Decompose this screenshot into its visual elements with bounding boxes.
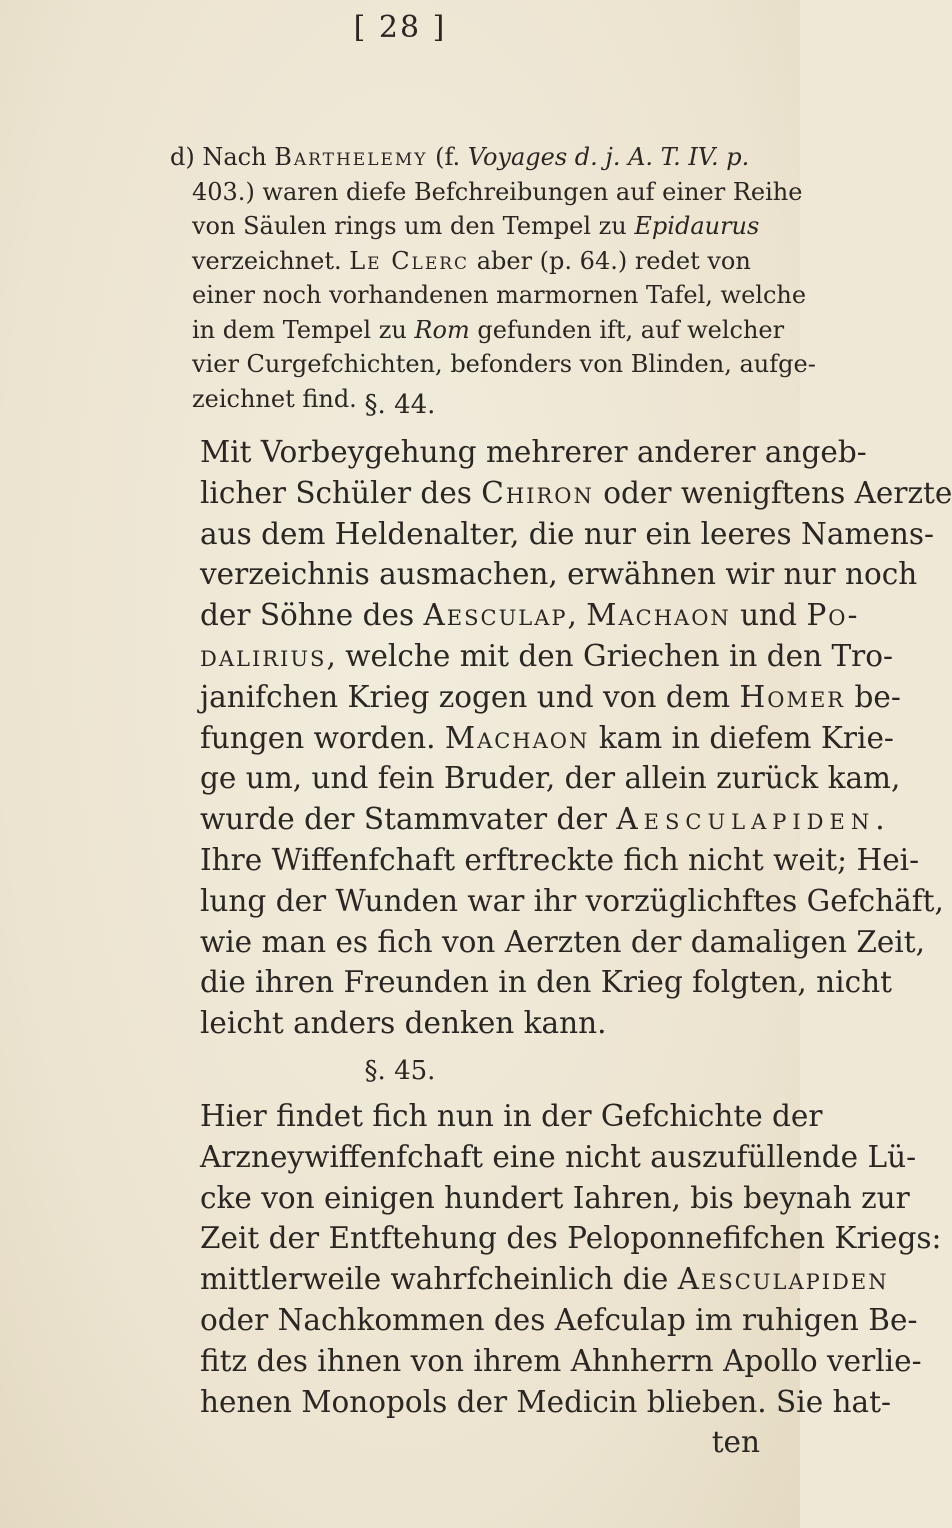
text-run: leicht anders denken kann. <box>200 1006 607 1041</box>
text-run: in dem Tempel zu <box>192 315 415 344</box>
section-44-line <box>200 962 892 1003</box>
text-run: lung der Wunden war ihr vorzüglichftes Gefchäft, <box>200 883 944 918</box>
text-run: verzeichnet. <box>192 246 350 275</box>
name-small-caps: Po- <box>806 598 860 633</box>
text-run: Hier findet fich nun in der Gefchichte der <box>200 1099 823 1133</box>
section-45-line <box>200 1300 918 1341</box>
text-run: . <box>875 802 885 837</box>
section-44-line <box>200 554 918 595</box>
name-small-caps: Chiron <box>481 475 594 510</box>
text-run: be- <box>845 679 901 714</box>
name-small-caps: Homer <box>739 679 846 714</box>
section-44-text <box>200 432 952 1044</box>
section-45-text <box>200 1096 942 1463</box>
text-run: , <box>567 598 587 633</box>
section-44-line <box>200 758 901 799</box>
text-run: Zeit der Entftehung des Peloponnefifchen Kriegs: <box>200 1221 942 1256</box>
section-45-line <box>200 1096 823 1137</box>
page-number: [ 28 ] <box>353 10 447 45</box>
section-44-line <box>200 473 952 514</box>
section-45-line <box>200 1259 889 1300</box>
text-run: verzeichnis ausmachen, erwähnen wir nur noch <box>200 557 918 592</box>
catchword: ten <box>711 1425 760 1460</box>
text-run: fungen worden. <box>200 720 445 755</box>
text-run: ge um, und fein Bruder, der allein zurück kam, <box>200 761 901 796</box>
text-run: der Söhne des <box>200 598 424 633</box>
text-run: cke von einigen hundert Iahren, bis beynah zur <box>200 1180 910 1215</box>
section-44-line <box>200 677 901 718</box>
footnote-line <box>170 209 760 244</box>
name-small-caps: dalirius <box>200 638 327 673</box>
footnote-line <box>170 278 807 313</box>
text-run: janifchen Krieg zogen und von dem <box>200 679 740 714</box>
section-44-line <box>200 799 885 840</box>
italic-text: Voyages d. j. A. T. IV. p. <box>467 143 750 171</box>
name-small-caps: Machaon <box>444 720 590 755</box>
text-run: oder wenigftens Aerzte <box>593 475 952 510</box>
text-run: Mit Vorbeygehung mehrerer anderer angeb- <box>200 435 867 469</box>
text-run: einer noch vorhandenen marmornen Tafel, welche <box>192 281 807 309</box>
text-run: von Säulen rings um den Tempel zu <box>192 212 635 240</box>
text-run: wurde der Stammvater der <box>200 802 617 837</box>
section-45-line <box>200 1218 942 1259</box>
name-small-caps: Barthelemy <box>274 143 428 171</box>
name-small-caps: Le Clerc <box>349 246 470 275</box>
footnote-line <box>170 175 803 210</box>
text-run: Ihre Wiffenfchaft erftreckte fich nicht weit; Hei- <box>200 842 920 877</box>
section-heading-45: §. 45. <box>364 1056 436 1086</box>
section-45-line <box>200 1178 910 1219</box>
text-run: (f. <box>427 143 468 171</box>
text-run: aus dem Heldenalter, die nur ein leeres Namens- <box>200 516 934 551</box>
footnote-line <box>170 244 750 279</box>
section-44-line <box>200 840 920 881</box>
text-run: gefunden ift, auf welcher <box>469 315 785 344</box>
section-heading-44: §. 44. <box>364 390 436 420</box>
section-44-line <box>200 595 860 636</box>
footnote <box>170 140 816 416</box>
section-44-line <box>200 1003 760 1044</box>
section-44-line <box>200 432 867 473</box>
name-small-caps: Machaon <box>586 598 731 633</box>
text-run: aber (p. 64.) redet von <box>469 246 751 275</box>
section-45-line <box>200 1137 917 1178</box>
section-44-line <box>200 514 934 555</box>
text-run: oder Nachkommen des Aefculap im ruhigen Be- <box>200 1302 918 1337</box>
text-run: mittlerweile wahrfcheinlich die <box>200 1262 678 1297</box>
text-run: licher Schüler des <box>200 475 482 510</box>
name-small-caps: Aesculapiden <box>677 1262 889 1297</box>
footnote-line <box>170 140 750 175</box>
text-run: 403.) waren diefe Befchreibungen auf einer Reihe <box>192 177 803 206</box>
text-run: und <box>730 598 807 633</box>
italic-text: Rom <box>414 315 470 344</box>
section-44-line <box>200 636 894 677</box>
text-run: die ihren Freunden in den Krieg folgten, nicht <box>200 965 892 1000</box>
text-run: kam in diefem Krie- <box>589 720 894 755</box>
text-run: henen Monopols der Medicin blieben. Sie hat- <box>200 1384 891 1419</box>
section-44-line <box>200 718 894 759</box>
text-run: d) Nach <box>170 143 275 171</box>
text-run: zeichnet find. <box>192 384 357 413</box>
text-run: wie man es fich von Aerzten der damaligen Zeit, <box>200 924 925 959</box>
text-run: fitz des ihnen von ihrem Ahnherrn Apollo verlie- <box>200 1343 922 1378</box>
text-run: vier Curgefchichten, befonders von Blinden, aufge- <box>192 350 816 378</box>
footnote-line <box>170 313 785 348</box>
name-small-caps: Aesculap <box>423 598 568 633</box>
footnote-line <box>170 347 816 382</box>
text-run: Arzneywiffenfchaft eine nicht auszufüllende Lü- <box>200 1139 917 1174</box>
section-44-line <box>200 881 944 922</box>
section-44-line <box>200 922 925 963</box>
text-run: , welche mit den Griechen in den Tro- <box>326 638 894 673</box>
italic-text: Epidaurus <box>634 212 760 240</box>
section-45-line <box>200 1341 922 1382</box>
section-45-line <box>200 1382 891 1423</box>
spaced-name: Aesculapiden <box>616 802 876 837</box>
